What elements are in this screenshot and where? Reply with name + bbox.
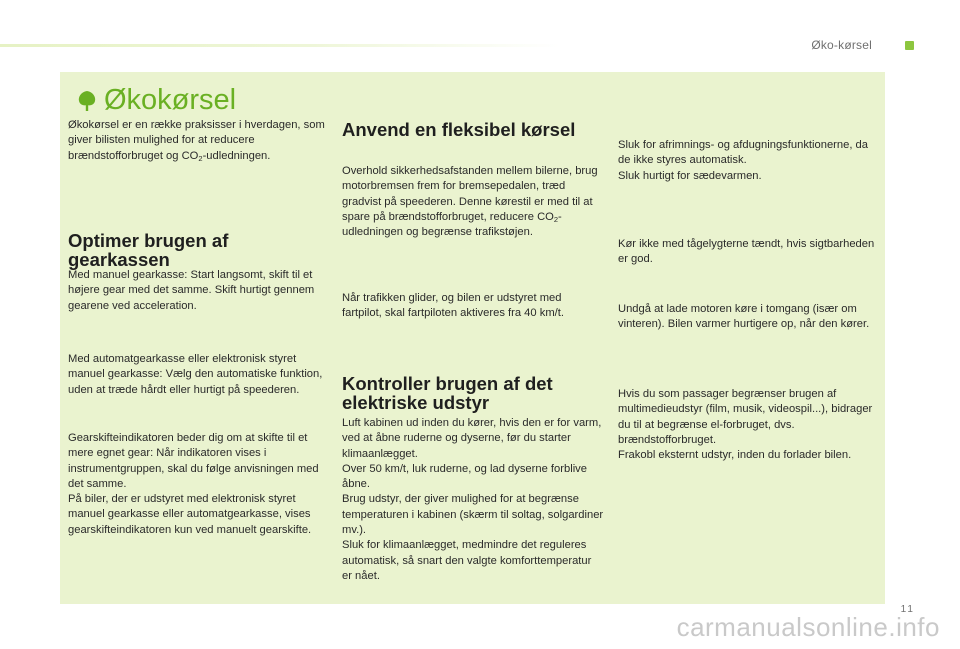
gear-paragraph-1: Med manuel gearkasse: Start langsomt, skift til et højere gear med det samme. Skift hurtigt gennem gearene ved acceleration. [68, 269, 315, 312]
col3-paragraph-3: Undgå at lade motoren køre i tomgang (især om vinteren). Bilen varmer hurtigere op, når den kører. [618, 303, 870, 331]
watermark: carmanualsonline.info [676, 612, 940, 642]
page-title: Økokørsel [104, 84, 237, 116]
section-title: Øko-kørsel [811, 38, 872, 52]
flexible-paragraph-2: Når trafikken glider, og bilen er udstyret med fartpilot, skal fartpiloten aktiveres fra 40 km/t. [342, 292, 564, 320]
header-rule [0, 44, 560, 47]
intro-paragraph: Økokørsel er en række praksisser i hverdagen, som giver bilisten mulighed for at reducere brændstofforbruget og $CO_2$-udledningen. [68, 119, 325, 163]
leaf-icon [78, 90, 96, 112]
gear-heading: Optimer brugen af gearkassen [68, 230, 229, 270]
electrical-heading: Kontroller brugen af det elektriske udstyr [342, 373, 553, 413]
flexible-heading: Anvend en fleksibel kørsel [342, 119, 576, 140]
gear-paragraph-3: Gearskifteindikatoren beder dig om at skifte til et mere egnet gear: Når indikatoren vises i instrumentgruppen, skal du følge anvisningen med det samme. På biler, der er udstyret med elektronisk styret manuel gearkasse eller automatgearkasse, vises gearskifteindikatoren kun ved manuelt gearskifte. [68, 432, 319, 536]
col3-paragraph-1: Sluk for afrimnings- og afdugningsfunktionerne, da de ikke styres automatisk. Sluk hurtigt for sædevarmen. [618, 139, 869, 182]
electrical-paragraph: Luft kabinen ud inden du kører, hvis den er for varm, ved at åbne ruderne og dyserne, før du starter klimaanlægget. Over 50 km/t, luk ruderne, og lad dyserne forblive åbne. Brug udstyr, der giver mulighed for at begrænse temperaturen i kabinen (skærm til soltag, solgardiner mv.). Sluk for klimaanlægget, medmindre det reguleres automatisk, så snart den valgte komforttemperatur er nået. [342, 417, 604, 582]
section-marker [905, 41, 914, 50]
flexible-paragraph-1: Overhold sikkerhedsafstanden mellem bilerne, brug motorbremsen frem for bremsepedalen, træd gradvist på speederen. Denne kørestil er med til at spare på brændstofforbruget, reducere $CO_2$-udledningen og begrænse trafikstøjen. [342, 165, 598, 239]
gear-paragraph-2: Med automatgearkasse eller elektronisk styret manuel gearkasse: Vælg den automatiske funktion, uden at træde hårdt eller hurtigt på speederen. [68, 353, 323, 396]
col3-paragraph-2: Kør ikke med tågelygterne tændt, hvis sigtbarheden er god. [618, 238, 875, 266]
page-number: 11 [900, 604, 915, 615]
col3-paragraph-4: Hvis du som passager begrænser brugen af multimedieudstyr (film, musik, videospil...), bidrager du til at begrænse el-forbruget, dvs. brændstofforbruget. Frakobl eksternt udstyr, inden du forlader bilen. [618, 388, 873, 462]
